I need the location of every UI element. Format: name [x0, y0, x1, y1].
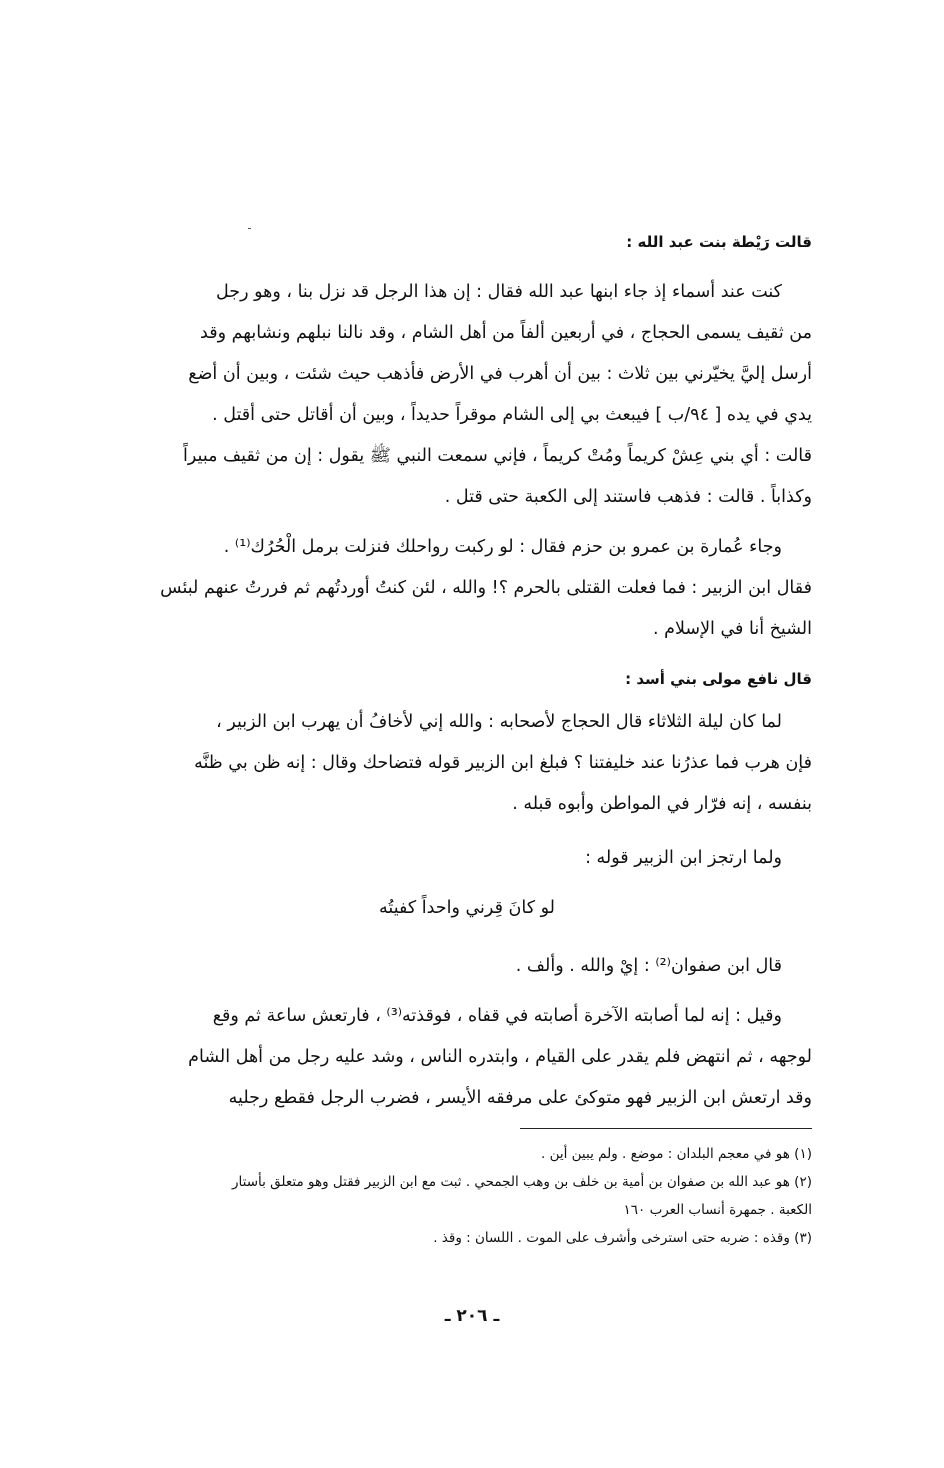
- text-line: أرسل إليَّ يخيّرني بين ثلاث : بين أن أهرب في الأرض فأذهب حيث شئت ، وبين أن أضع: [188, 364, 812, 384]
- scan-speck: [248, 228, 251, 229]
- footnote-2: (٢) هو عبد الله بن صفوان بن أمية بن خلف بن وهب الجمحي . ثبت مع ابن الزبير فقتل وهو متعلق بأستار: [231, 1174, 812, 1190]
- footnote-separator: [520, 1128, 812, 1129]
- heading-nafi: قال نافع مولى بني أسد :: [625, 670, 812, 688]
- text-line: ولما ارتجز ابن الزبير قوله :: [585, 848, 782, 868]
- page-number: ـ ٢٠٦ ـ: [444, 1306, 500, 1326]
- footnotes: [122, 1140, 812, 1252]
- footnote-1: (١) هو في معجم البلدان : موضع . ولم يبين أين .: [541, 1146, 812, 1162]
- text-line: كنت عند أسماء إذ جاء ابنها عبد الله فقال : إن هذا الرجل قد نزل بنا ، وهو رجل: [216, 282, 782, 302]
- text-line: وقيل : إنه لما أصابته الآخرة أصابته في قفاه ، فوقذته⁽³⁾ ، فارتعش ساعة ثم وقع: [212, 1006, 782, 1026]
- text-line: من ثقيف يسمى الحجاج ، في أربعين ألفاً من أهل الشام ، وقد نالنا نبلهم ونشابهم وقد: [200, 323, 812, 343]
- paragraph-verse-intro: [122, 838, 812, 879]
- heading-rayta: قالت رَيْطة بنت عبد الله :: [626, 233, 812, 251]
- text-line: فإن هرب فما عذرُنا عند خليفتنا ؟ فبلغ ابن الزبير قوله فتضاحك وقال : إنه ظن بي ظنَّه: [194, 753, 812, 773]
- footnote-3: (٣) وقذه : ضربه حتى استرخى وأشرف على الموت . اللسان : وقذ .: [433, 1230, 812, 1246]
- text-line: وقد ارتعش ابن الزبير فهو متوكئ على مرفقه الأيسر ، فضرب الرجل فقطع رجليه: [228, 1088, 812, 1108]
- paragraph-ibn-safwan: [122, 946, 812, 987]
- text-line: بنفسه ، إنه فرّار في المواطن وأبوه قبله .: [512, 794, 812, 814]
- text-line: الشيخ أنا في الإسلام .: [653, 619, 812, 639]
- paragraph-death: [122, 996, 812, 1119]
- text-line: يدي في يده [ ٩٤/ب ] فيبعث بي إلى الشام موقراً حديداً ، وبين أن أقاتل حتى أقتل .: [212, 405, 812, 425]
- paragraph-hajjaj: [122, 702, 812, 825]
- text-line: قال ابن صفوان⁽²⁾ : إيْ والله . وألف .: [515, 956, 782, 976]
- footnote-2-continued: الكعبة . جمهرة أنساب العرب ١٦٠: [623, 1202, 812, 1218]
- text-line: فقال ابن الزبير : فما فعلت القتلى بالحرم ؟! والله ، لئن كنتُ أوردتُهم ثم فررتُ عنهم لبئس: [160, 578, 812, 598]
- text-line: قالت : أي بني عِشْ كريماً ومُتْ كريماً ، فإني سمعت النبي ﷺ يقول : إن من ثقيف مبيراً: [183, 446, 812, 466]
- text-line: وجاء عُمارة بن عمرو بن حزم فقال : لو ركبت رواحلك فنزلت برمل الْحُرُك⁽¹⁾ .: [223, 537, 782, 557]
- text-line: لوجهه ، ثم انتهض فلم يقدر على القيام ، وابتدره الناس ، وشد عليه رجل من أهل الشام: [188, 1047, 812, 1067]
- text-line: وكذاباً . قالت : فذهب فاستند إلى الكعبة حتى قتل .: [444, 487, 812, 507]
- text-line: لما كان ليلة الثلاثاء قال الحجاج لأصحابه : والله إني لأخافُ أن يهرب ابن الزبير ،: [216, 712, 782, 732]
- verse-line: لو كانَ قِرني واحداً كفيتُه: [379, 898, 555, 918]
- paragraph-umara: [122, 527, 812, 650]
- paragraph-asma: [122, 272, 812, 518]
